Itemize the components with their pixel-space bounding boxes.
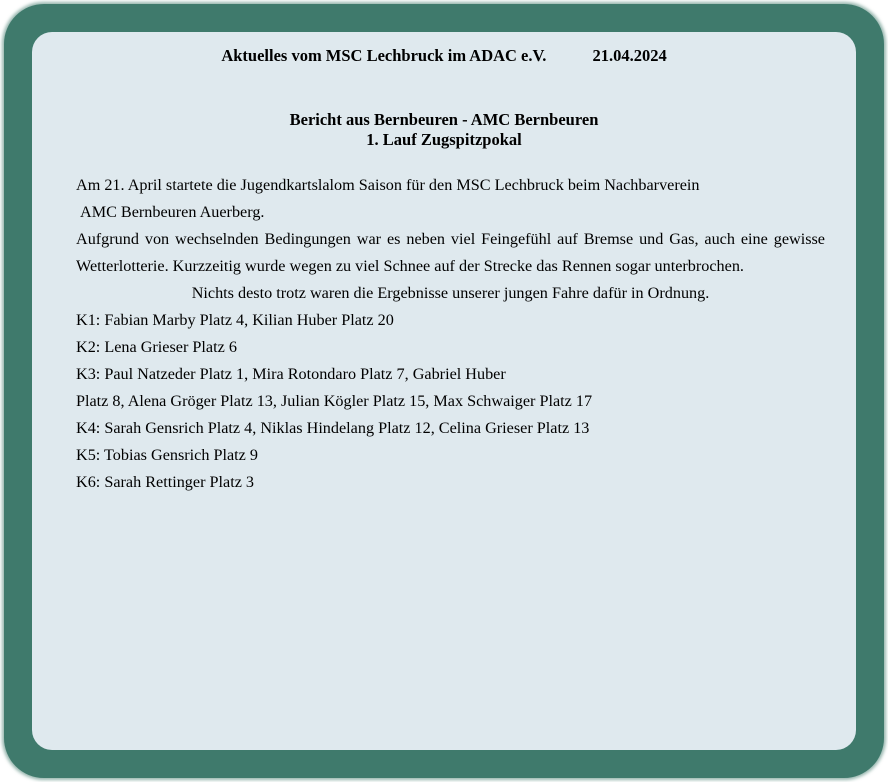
result-line: K3: Paul Natzeder Platz 1, Mira Rotondaro Platz 7, Gabriel Huber bbox=[76, 365, 506, 383]
result-line: K2: Lena Grieser Platz 6 bbox=[76, 338, 237, 356]
result-line: K5: Tobias Gensrich Platz 9 bbox=[76, 446, 258, 464]
newsletter-title: Aktuelles vom MSC Lechbruck im ADAC e.V. bbox=[221, 46, 547, 65]
intro-line-2: AMC Bernbeuren Auerberg. bbox=[80, 203, 265, 221]
result-line: Platz 8, Alena Gröger Platz 13, Julian Kögler Platz 15, Max Schwaiger Platz 17 bbox=[76, 392, 593, 410]
summary-paragraph: Nichts desto trotz waren die Ergebnisse unserer jungen Fahre dafür in Ordnung. bbox=[191, 284, 710, 302]
intro-line-1: Am 21. April startete die Jugendkartslalom Saison für den MSC Lechbruck beim Nachbarverein bbox=[76, 176, 700, 194]
article-body bbox=[76, 172, 825, 496]
report-title-block bbox=[32, 110, 856, 150]
result-line: K6: Sarah Rettinger Platz 3 bbox=[76, 473, 255, 491]
result-line: K4: Sarah Gensrich Platz 4, Niklas Hindelang Platz 12, Celina Grieser Platz 13 bbox=[76, 419, 590, 437]
report-subheading: 1. Lauf Zugspitzpokal bbox=[366, 130, 522, 149]
newsletter-date: 21.04.2024 bbox=[592, 46, 667, 65]
newsletter-header bbox=[32, 46, 856, 66]
report-heading: Bericht aus Bernbeuren - AMC Bernbeuren bbox=[289, 110, 599, 129]
conditions-paragraph: Aufgrund von wechselnden Bedingungen war es neben viel Feingefühl auf Bremse und Gas, auch eine gewisse Wetterlotterie. Kurzzeitig wurde wegen zu viel Schnee auf der Strecke das Rennen sogar unterbrochen. bbox=[76, 230, 825, 275]
newsletter-card bbox=[32, 32, 856, 750]
result-line: K1: Fabian Marby Platz 4, Kilian Huber Platz 20 bbox=[76, 311, 394, 329]
